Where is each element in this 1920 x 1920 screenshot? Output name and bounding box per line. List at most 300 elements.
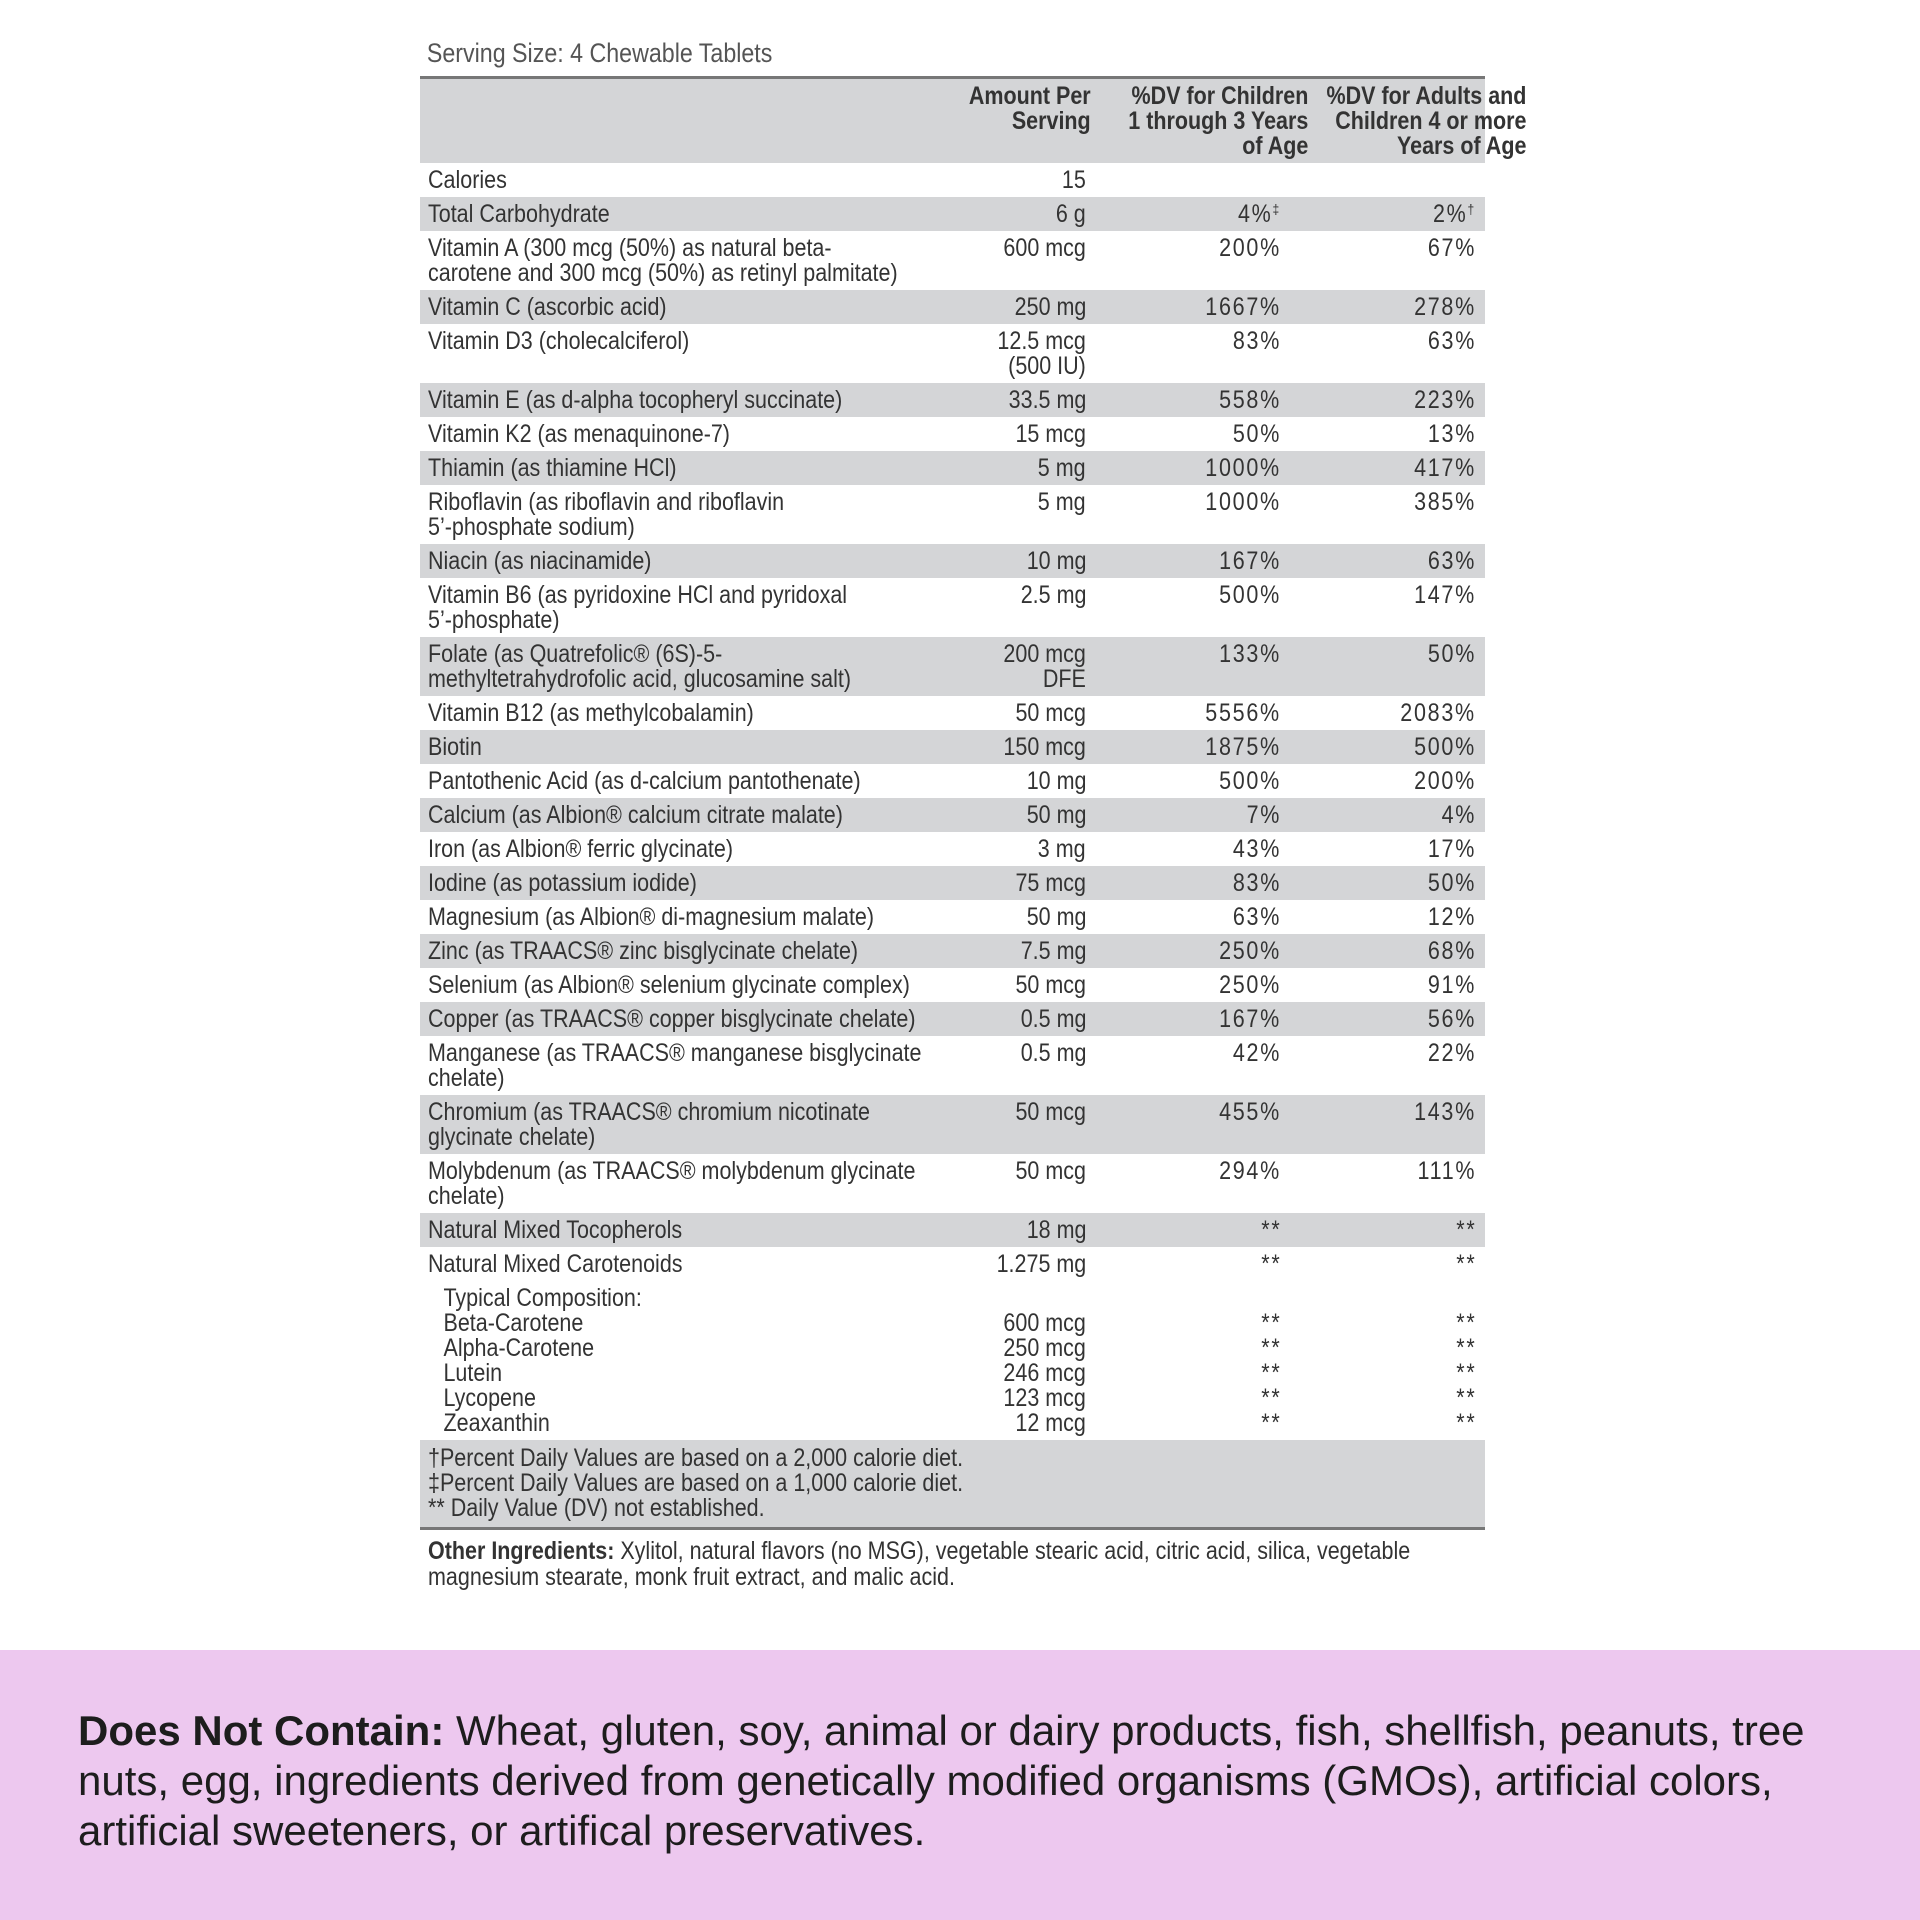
nutrient-dv-adults-cell — [1290, 900, 1485, 934]
table-row — [420, 798, 1485, 832]
composition-names — [420, 1281, 945, 1440]
nutrient-dv-adults: 4% — [1441, 801, 1476, 829]
table-row — [420, 730, 1485, 764]
nutrient-name: Vitamin A (300 mcg (50%) as natural beta- — [428, 234, 832, 262]
nutrient-amount: 15 mcg — [1015, 420, 1086, 448]
footnote: †Percent Daily Values are based on a 2,000 calorie diet. — [428, 1444, 964, 1472]
carotenoid-dv-adult: ** — [1455, 1409, 1476, 1437]
table-row — [420, 696, 1485, 730]
nutrient-dv-children-cell — [1095, 1247, 1290, 1281]
nutrient-name: Vitamin E (as d-alpha tocopheryl succinate) — [428, 386, 843, 414]
nutrient-dv-adults: 91% — [1427, 971, 1476, 999]
does-not-contain-text: Wheat, gluten, soy, animal or dairy products, fish, shellfish, peanuts, tree nuts, egg, ingredients derived from genetically modified organisms (GMOs), artificial colors, artificial sweeteners, or artifical preservatives. — [78, 1707, 1805, 1854]
nutrient-dv-children-cell — [1095, 1154, 1290, 1213]
nutrient-dv-children-cell — [1095, 1036, 1290, 1095]
nutrient-name-cell — [420, 544, 945, 578]
nutrient-dv-adults-cell — [1290, 485, 1485, 544]
nutrient-dv-children: 455% — [1219, 1098, 1281, 1126]
composition-dv-adults — [1290, 1281, 1485, 1440]
nutrient-dv-adults: 385% — [1414, 488, 1476, 516]
header-line: Years of Age — [1396, 132, 1527, 160]
nutrient-name: 5’-phosphate) — [428, 606, 560, 634]
nutrient-dv-children-cell — [1095, 637, 1290, 696]
nutrient-name: Vitamin D3 (cholecalciferol) — [428, 327, 690, 355]
nutrient-amount-cell — [945, 231, 1095, 290]
nutrient-dv-children: 83% — [1232, 327, 1281, 355]
nutrient-dv-children-cell — [1095, 798, 1290, 832]
nutrient-amount-cell — [945, 696, 1095, 730]
nutrient-dv-adults-cell — [1290, 290, 1485, 324]
table-row — [420, 197, 1485, 231]
nutrient-dv-children-cell — [1095, 383, 1290, 417]
nutrient-dv-adults-cell — [1290, 324, 1485, 383]
nutrient-dv-children: 500% — [1219, 767, 1281, 795]
nutrient-name-cell — [420, 383, 945, 417]
nutrient-dv-children-cell — [1095, 900, 1290, 934]
nutrient-amount: 50 mcg — [1015, 699, 1086, 727]
table-row — [420, 544, 1485, 578]
nutrient-name-cell — [420, 417, 945, 451]
nutrient-dv-adults: 68% — [1427, 937, 1476, 965]
does-not-contain-label: Does Not Contain: — [78, 1707, 445, 1754]
nutrient-amount-cell — [945, 900, 1095, 934]
nutrient-dv-adults-cell — [1290, 451, 1485, 485]
nutrient-name-cell — [420, 637, 945, 696]
carotenoid-dv-adult: ** — [1455, 1309, 1476, 1337]
nutrient-name-cell — [420, 1036, 945, 1095]
nutrient-amount-cell — [945, 1095, 1095, 1154]
nutrient-dv-adults-cell — [1290, 578, 1485, 637]
nutrient-dv-adults: 143% — [1414, 1098, 1476, 1126]
nutrient-name-cell — [420, 485, 945, 544]
nutrient-dv-adults-cell — [1290, 1213, 1485, 1247]
nutrient-amount: 0.5 mg — [1020, 1005, 1086, 1033]
nutrient-dv-children: 7% — [1246, 801, 1281, 829]
nutrient-name-cell — [420, 968, 945, 1002]
footnote-mark: † — [1467, 201, 1476, 217]
nutrient-dv-adults-cell — [1290, 730, 1485, 764]
carotenoid-amount: 12 mcg — [1015, 1409, 1086, 1437]
table-row — [420, 451, 1485, 485]
carotenoid-dv-child: ** — [1260, 1409, 1281, 1437]
nutrient-dv-adults: ** — [1455, 1250, 1476, 1278]
nutrient-name: Thiamin (as thiamine HCl) — [428, 454, 677, 482]
nutrient-dv-adults-cell — [1290, 544, 1485, 578]
nutrient-dv-adults: ** — [1455, 1216, 1476, 1244]
nutrient-amount: 200 mcg — [1003, 640, 1086, 668]
table-row — [420, 637, 1485, 696]
nutrient-name-cell — [420, 832, 945, 866]
nutrient-dv-children-cell — [1095, 730, 1290, 764]
nutrient-dv-children-cell — [1095, 485, 1290, 544]
header-dv-adults — [1290, 78, 1527, 164]
nutrient-dv-adults: 50% — [1427, 869, 1476, 897]
nutrient-dv-children-cell — [1095, 324, 1290, 383]
nutrient-dv-children: 4% — [1238, 200, 1273, 228]
carotenoid-amount: 600 mcg — [1003, 1309, 1086, 1337]
nutrient-dv-children: 63% — [1232, 903, 1281, 931]
nutrient-name-cell — [420, 324, 945, 383]
nutrient-amount: 7.5 mg — [1020, 937, 1086, 965]
nutrient-name: Iron (as Albion® ferric glycinate) — [428, 835, 734, 863]
nutrient-name-cell — [420, 934, 945, 968]
header-line: Amount Per — [968, 82, 1091, 110]
nutrient-amount-cell — [945, 197, 1095, 231]
nutrient-name-cell — [420, 730, 945, 764]
table-row — [420, 1154, 1485, 1213]
nutrient-dv-adults-cell — [1290, 1154, 1485, 1213]
table-row — [420, 866, 1485, 900]
nutrient-name: glycinate chelate) — [428, 1123, 596, 1151]
carotenoid-dv-adult: ** — [1455, 1384, 1476, 1412]
nutrient-name: Calories — [428, 166, 507, 194]
nutrient-name: Copper (as TRAACS® copper bisglycinate chelate) — [428, 1005, 916, 1033]
nutrient-amount: 10 mg — [1026, 547, 1086, 575]
nutrient-amount-cell — [945, 324, 1095, 383]
nutrient-dv-adults: 2% — [1433, 200, 1468, 228]
nutrient-name-cell — [420, 798, 945, 832]
table-row — [420, 231, 1485, 290]
nutrient-dv-children-cell — [1095, 1095, 1290, 1154]
nutrient-dv-adults-cell — [1290, 1036, 1485, 1095]
nutrient-amount-cell — [945, 832, 1095, 866]
nutrient-amount: 3 mg — [1038, 835, 1086, 863]
nutrient-name: Vitamin B12 (as methylcobalamin) — [428, 699, 754, 727]
nutrient-dv-children: 167% — [1219, 1005, 1281, 1033]
composition-label: Typical Composition: — [443, 1284, 642, 1312]
nutrient-dv-children: 42% — [1232, 1039, 1281, 1067]
nutrient-name-cell — [420, 578, 945, 637]
nutrient-dv-children-cell — [1095, 578, 1290, 637]
table-row — [420, 900, 1485, 934]
header-nutrient — [420, 78, 945, 164]
nutrient-name: Natural Mixed Carotenoids — [428, 1250, 683, 1278]
nutrient-name: Magnesium (as Albion® di-magnesium malate) — [428, 903, 875, 931]
nutrient-dv-adults: 2083% — [1400, 699, 1476, 727]
nutrient-dv-children: 43% — [1232, 835, 1281, 863]
nutrient-amount: 5 mg — [1038, 488, 1086, 516]
nutrient-dv-children-cell — [1095, 832, 1290, 866]
table-row — [420, 485, 1485, 544]
composition-row — [420, 1281, 1485, 1440]
nutrient-amount: 33.5 mg — [1008, 386, 1086, 414]
nutrient-dv-adults-cell — [1290, 231, 1485, 290]
nutrient-name-cell — [420, 900, 945, 934]
nutrient-dv-children: 250% — [1219, 971, 1281, 999]
nutrient-amount: 0.5 mg — [1020, 1039, 1086, 1067]
nutrient-name: chelate) — [428, 1064, 505, 1092]
carotenoid-dv-child: ** — [1260, 1334, 1281, 1362]
nutrient-amount-cell — [945, 730, 1095, 764]
serving-size: Serving Size: 4 Chewable Tablets — [426, 38, 773, 68]
footnote-mark: ‡ — [1272, 201, 1281, 217]
nutrient-amount-cell — [945, 1036, 1095, 1095]
nutrient-name: Riboflavin (as riboflavin and riboflavin — [428, 488, 785, 516]
nutrient-amount: 50 mcg — [1015, 971, 1086, 999]
table-row — [420, 764, 1485, 798]
nutrient-dv-adults: 223% — [1414, 386, 1476, 414]
table-row — [420, 324, 1485, 383]
nutrient-dv-adults-cell — [1290, 637, 1485, 696]
nutrient-dv-children-cell — [1095, 934, 1290, 968]
supplement-facts-panel — [420, 30, 1527, 1591]
nutrient-dv-adults: 12% — [1427, 903, 1476, 931]
nutrient-dv-adults-cell — [1290, 934, 1485, 968]
nutrient-dv-children: 500% — [1219, 581, 1281, 609]
nutrient-amount: 50 mcg — [1015, 1157, 1086, 1185]
nutrient-name: chelate) — [428, 1182, 505, 1210]
carotenoid-name: Lutein — [443, 1359, 503, 1387]
nutrient-dv-children-cell — [1095, 451, 1290, 485]
nutrient-amount: 5 mg — [1038, 454, 1086, 482]
nutrient-amount-cell — [945, 451, 1095, 485]
nutrient-amount: 50 mg — [1026, 801, 1086, 829]
nutrient-dv-children-cell — [1095, 290, 1290, 324]
nutrient-dv-children: 1000% — [1205, 454, 1281, 482]
nutrient-dv-adults-cell — [1290, 197, 1485, 231]
nutrient-dv-adults: 22% — [1427, 1039, 1476, 1067]
nutrient-name: Iodine (as potassium iodide) — [428, 869, 697, 897]
nutrient-dv-adults-cell — [1290, 383, 1485, 417]
allergen-band — [0, 1650, 1920, 1920]
nutrient-amount-cell — [945, 968, 1095, 1002]
header-line: Children 4 or more — [1335, 107, 1527, 135]
table-row — [420, 1247, 1485, 1281]
composition-dv-children — [1095, 1281, 1290, 1440]
nutrient-dv-children: 133% — [1219, 640, 1281, 668]
nutrient-name: Molybdenum (as TRAACS® molybdenum glycinate — [428, 1157, 916, 1185]
table-row — [420, 968, 1485, 1002]
nutrient-name: Folate (as Quatrefolic® (6S)-5- — [428, 640, 723, 668]
nutrient-dv-children: 294% — [1219, 1157, 1281, 1185]
nutrient-dv-children-cell — [1095, 696, 1290, 730]
nutrient-amount: 18 mg — [1026, 1216, 1086, 1244]
nutrient-dv-adults: 17% — [1427, 835, 1476, 863]
nutrient-dv-children: 200% — [1219, 234, 1281, 262]
carotenoid-dv-child: ** — [1260, 1384, 1281, 1412]
nutrient-dv-adults: 63% — [1427, 547, 1476, 575]
nutrient-name: carotene and 300 mcg (50%) as retinyl palmitate) — [428, 259, 898, 287]
table-row — [420, 1095, 1485, 1154]
table-row — [420, 163, 1485, 197]
nutrient-amount-cell — [945, 417, 1095, 451]
header-dv-children — [1095, 78, 1309, 164]
nutrient-name: Selenium (as Albion® selenium glycinate complex) — [428, 971, 910, 999]
nutrient-dv-adults: 417% — [1414, 454, 1476, 482]
nutrient-dv-children: 5556% — [1205, 699, 1281, 727]
carotenoid-name: Lycopene — [443, 1384, 536, 1412]
footnote: ‡Percent Daily Values are based on a 1,000 calorie diet. — [428, 1469, 964, 1497]
nutrient-amount: 50 mcg — [1015, 1098, 1086, 1126]
header-amount — [945, 78, 1095, 164]
nutrient-dv-children-cell — [1095, 231, 1290, 290]
table-row — [420, 290, 1485, 324]
nutrient-name-cell — [420, 1095, 945, 1154]
nutrient-amount: 250 mg — [1014, 293, 1086, 321]
nutrient-amount-cell — [945, 934, 1095, 968]
nutrient-dv-adults-cell — [1290, 696, 1485, 730]
nutrient-amount-cell — [945, 1154, 1095, 1213]
nutrient-amount: 50 mg — [1026, 903, 1086, 931]
nutrient-dv-children: ** — [1260, 1250, 1281, 1278]
nutrient-dv-children-cell — [1095, 163, 1290, 197]
nutrient-dv-children-cell — [1095, 866, 1290, 900]
nutrient-dv-children: 558% — [1219, 386, 1281, 414]
nutrient-amount-cell — [945, 637, 1095, 696]
nutrient-dv-children-cell — [1095, 1002, 1290, 1036]
nutrient-name: Vitamin C (ascorbic acid) — [428, 293, 667, 321]
nutrient-name-cell — [420, 163, 945, 197]
nutrient-dv-children-cell — [1095, 968, 1290, 1002]
nutrient-dv-adults-cell — [1290, 968, 1485, 1002]
nutrient-amount: 15 — [1062, 166, 1086, 194]
table-row — [420, 832, 1485, 866]
table-row — [420, 1002, 1485, 1036]
header-line: Serving — [1011, 107, 1091, 135]
nutrient-amount: 6 g — [1056, 200, 1086, 228]
carotenoid-amount: 123 mcg — [1003, 1384, 1086, 1412]
header-line: %DV for Children — [1131, 82, 1309, 110]
nutrient-amount-cell — [945, 290, 1095, 324]
nutrient-name-cell — [420, 1002, 945, 1036]
nutrient-amount-cell — [945, 866, 1095, 900]
nutrient-name-cell — [420, 1154, 945, 1213]
nutrient-name-cell — [420, 1247, 945, 1281]
nutrient-dv-children: 1000% — [1205, 488, 1281, 516]
nutrient-name-cell — [420, 764, 945, 798]
nutrient-name: Vitamin K2 (as menaquinone-7) — [428, 420, 730, 448]
nutrient-dv-adults-cell — [1290, 832, 1485, 866]
nutrient-dv-adults: 147% — [1414, 581, 1476, 609]
table-row — [420, 383, 1485, 417]
nutrient-name: Manganese (as TRAACS® manganese bisglycinate — [428, 1039, 922, 1067]
nutrient-dv-children-cell — [1095, 197, 1290, 231]
nutrient-amount-cell — [945, 163, 1095, 197]
nutrient-name-cell — [420, 197, 945, 231]
nutrient-amount-cell — [945, 1247, 1095, 1281]
carotenoid-name: Zeaxanthin — [443, 1409, 550, 1437]
nutrient-dv-children: 167% — [1219, 547, 1281, 575]
carotenoid-dv-child: ** — [1260, 1309, 1281, 1337]
carotenoid-dv-adult: ** — [1455, 1334, 1476, 1362]
nutrient-name: Zinc (as TRAACS® zinc bisglycinate chelate) — [428, 937, 859, 965]
nutrient-dv-adults: 13% — [1427, 420, 1476, 448]
nutrient-amount-cell — [945, 544, 1095, 578]
header-line: of Age — [1242, 132, 1309, 160]
carotenoid-amount: 250 mcg — [1003, 1334, 1086, 1362]
table-row — [420, 578, 1485, 637]
other-ingredients-text: Xylitol, natural flavors (no MSG), vegetable stearic acid, citric acid, silica, vegetable magnesium stearate, monk fruit extract, and malic acid. — [428, 1537, 1411, 1591]
footnotes-row — [420, 1440, 1485, 1529]
other-ingredients — [420, 1530, 1485, 1590]
nutrient-dv-adults: 50% — [1427, 640, 1476, 668]
nutrient-amount-cell — [945, 383, 1095, 417]
nutrient-amount: DFE — [1043, 665, 1086, 693]
nutrient-dv-adults-cell — [1290, 1002, 1485, 1036]
nutrient-amount-cell — [945, 798, 1095, 832]
nutrient-name: Vitamin B6 (as pyridoxine HCl and pyridoxal — [428, 581, 848, 609]
nutrient-dv-adults: 67% — [1427, 234, 1476, 262]
does-not-contain — [78, 1706, 1878, 1856]
table-row — [420, 1036, 1485, 1095]
table-row — [420, 1213, 1485, 1247]
nutrient-amount-cell — [945, 1002, 1095, 1036]
nutrient-dv-adults: 200% — [1414, 767, 1476, 795]
nutrient-dv-adults-cell — [1290, 417, 1485, 451]
nutrient-amount: 75 mcg — [1015, 869, 1086, 897]
nutrient-name: Chromium (as TRAACS® chromium nicotinate — [428, 1098, 870, 1126]
nutrient-name: 5’-phosphate sodium) — [428, 513, 635, 541]
footnotes — [420, 1440, 1485, 1529]
nutrient-name-cell — [420, 1213, 945, 1247]
nutrient-amount-cell — [945, 578, 1095, 637]
nutrient-dv-adults-cell — [1290, 163, 1485, 197]
other-ingredients-label: Other Ingredients: — [428, 1537, 615, 1565]
nutrient-dv-children: 1667% — [1205, 293, 1281, 321]
nutrient-name: methyltetrahydrofolic acid, glucosamine salt) — [428, 665, 852, 693]
nutrient-name-cell — [420, 451, 945, 485]
nutrient-dv-adults: 63% — [1427, 327, 1476, 355]
nutrient-amount-cell — [945, 485, 1095, 544]
nutrient-dv-children: ** — [1260, 1216, 1281, 1244]
nutrient-dv-adults-cell — [1290, 1247, 1485, 1281]
nutrient-dv-adults-cell — [1290, 798, 1485, 832]
nutrient-dv-adults: 500% — [1414, 733, 1476, 761]
nutrient-name: Biotin — [428, 733, 482, 761]
carotenoid-amount: 246 mcg — [1003, 1359, 1086, 1387]
header-line: %DV for Adults and — [1326, 82, 1527, 110]
nutrient-name-cell — [420, 866, 945, 900]
nutrient-amount: 600 mcg — [1003, 234, 1086, 262]
nutrient-dv-adults: 278% — [1414, 293, 1476, 321]
nutrient-amount-cell — [945, 764, 1095, 798]
composition-amounts — [945, 1281, 1095, 1440]
nutrient-dv-children-cell — [1095, 544, 1290, 578]
nutrient-table — [420, 76, 1527, 1530]
table-row — [420, 934, 1485, 968]
nutrient-name: Pantothenic Acid (as d-calcium pantothenate) — [428, 767, 861, 795]
nutrient-name-cell — [420, 231, 945, 290]
nutrient-amount: 12.5 mcg — [997, 327, 1086, 355]
nutrient-amount: 150 mcg — [1003, 733, 1086, 761]
nutrient-dv-adults-cell — [1290, 866, 1485, 900]
nutrient-name: Total Carbohydrate — [428, 200, 610, 228]
header-line: 1 through 3 Years — [1128, 107, 1309, 135]
carotenoid-dv-child: ** — [1260, 1359, 1281, 1387]
nutrient-dv-children-cell — [1095, 417, 1290, 451]
nutrient-dv-adults: 56% — [1427, 1005, 1476, 1033]
table-row — [420, 417, 1485, 451]
nutrient-name-cell — [420, 290, 945, 324]
nutrient-amount: 2.5 mg — [1020, 581, 1086, 609]
nutrient-dv-children: 83% — [1232, 869, 1281, 897]
nutrient-dv-children: 1875% — [1205, 733, 1281, 761]
nutrient-dv-children: 50% — [1232, 420, 1281, 448]
nutrient-dv-adults: 111% — [1417, 1157, 1476, 1185]
nutrient-name: Niacin (as niacinamide) — [428, 547, 652, 575]
nutrient-amount: 10 mg — [1026, 767, 1086, 795]
nutrient-dv-adults-cell — [1290, 1095, 1485, 1154]
nutrient-dv-children-cell — [1095, 764, 1290, 798]
nutrient-name: Calcium (as Albion® calcium citrate malate) — [428, 801, 843, 829]
table-header-row — [420, 78, 1485, 164]
carotenoid-name: Beta-Carotene — [443, 1309, 584, 1337]
nutrient-amount: 1.275 mg — [996, 1250, 1086, 1278]
nutrient-amount-cell — [945, 1213, 1095, 1247]
carotenoid-dv-adult: ** — [1455, 1359, 1476, 1387]
footnote: ** Daily Value (DV) not established. — [428, 1494, 765, 1522]
nutrient-name: Natural Mixed Tocopherols — [428, 1216, 683, 1244]
